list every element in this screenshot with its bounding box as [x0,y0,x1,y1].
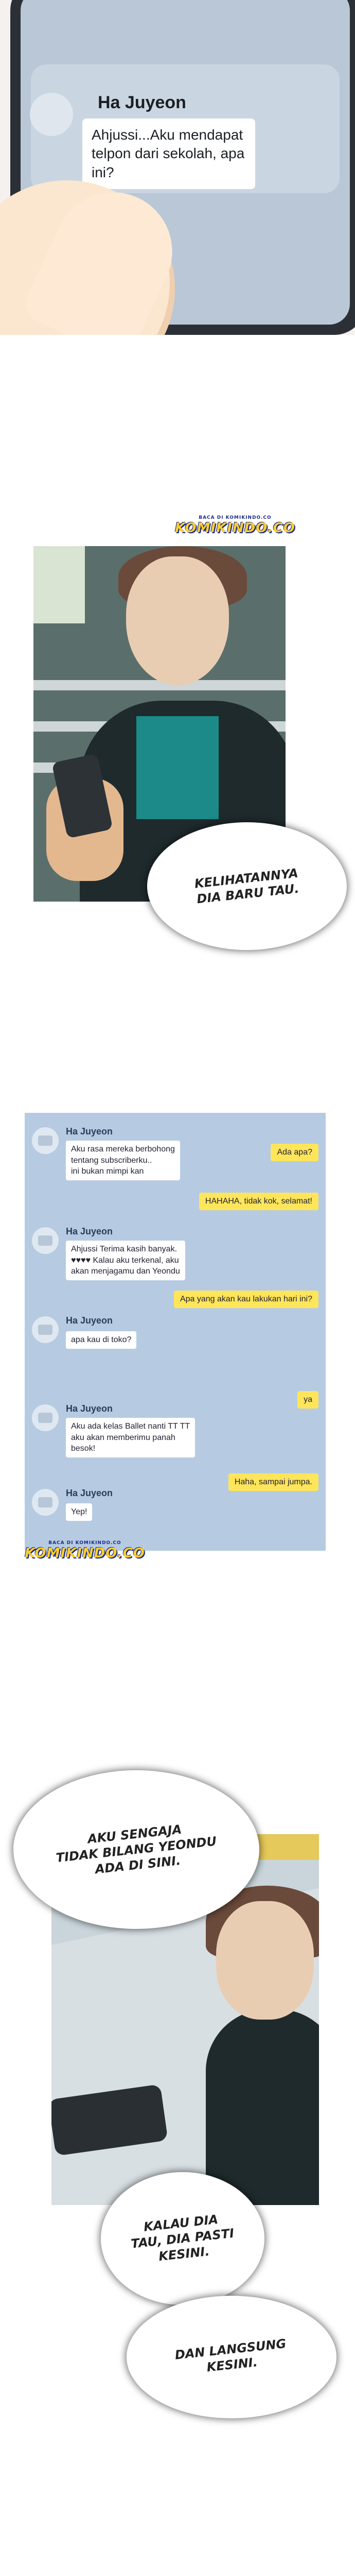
watermark-text: KOMIKINDO.CO [175,520,295,536]
chat-bubble-left: apa kau di toko? [66,1331,136,1349]
chat-bubble-right: Haha, sampai jumpa. [228,1473,318,1491]
avatar [32,1404,59,1431]
window [33,546,85,623]
chat-bubble-right: HAHAHA, tidak kok, selamat! [199,1193,318,1210]
man-face [216,1901,314,2020]
man-body [206,2009,319,2205]
avatar [30,93,73,136]
thought-bubble [103,2174,262,2303]
man-shirt [136,716,219,819]
contact-name: Ha Juyeon [66,1403,113,1414]
thought-text: KELIHATANNYA DIA BARU TAU. [193,866,300,907]
phone-closeup-panel [0,0,355,335]
chat-bubble-right: ya [297,1391,318,1409]
contact-name: Ha Juyeon [66,1226,113,1236]
avatar [32,1227,59,1254]
avatar [32,1316,59,1343]
chat-bubble-left: Yep! [66,1503,92,1521]
thought-bubble [129,2298,334,2416]
contact-name: Ha Juyeon [66,1488,113,1498]
contact-name: Ha Juyeon [66,1126,113,1137]
watermark-text: KOMIKINDO.CO [25,1546,145,1561]
watermark-caption: BACA DI KOMIKINDO.CO [48,1540,121,1546]
watermark-logo [25,1540,145,1561]
chat-bubble-left: Aku rasa mereka berbohong tentang subscriberku.. ini bukan mimpi kan [66,1141,180,1180]
watermark-logo [175,515,295,536]
thought-text: AKU SENGAJA TIDAK BILANG YEONDU ADA DI SINI. [55,1822,218,1877]
chat-screen [25,1113,326,1551]
chat-bubble-left: Aku ada kelas Ballet nanti TT TT aku akan memberimu panah besok! [66,1418,195,1458]
shelf [33,680,286,690]
avatar [32,1127,59,1154]
thought-text: DAN LANGSUNG KESINI. [174,2336,287,2375]
thought-text: KALAU DIA TAU, DIA PASTI KESINI. [130,2212,235,2264]
contact-name: Ha Juyeon [98,93,186,112]
chat-bubble-left: Ahjussi Terima kasih banyak. ♥♥♥♥ Kalau aku terkenal, aku akan menjagamu dan Yeondu [66,1241,185,1280]
thought-bubble [149,824,345,948]
man-face [126,556,229,685]
avatar [32,1489,59,1516]
thought-bubble [15,1772,257,1927]
contact-name: Ha Juyeon [66,1315,113,1326]
chat-bubble-right: Ada apa? [271,1144,318,1161]
message-bubble: Ahjussi...Aku mendapat telpon dari sekolah, apa ini? [82,118,255,189]
watermark-caption: BACA DI KOMIKINDO.CO [199,515,272,520]
chat-bubble-right: Apa yang akan kau lakukan hari ini? [174,1291,318,1308]
